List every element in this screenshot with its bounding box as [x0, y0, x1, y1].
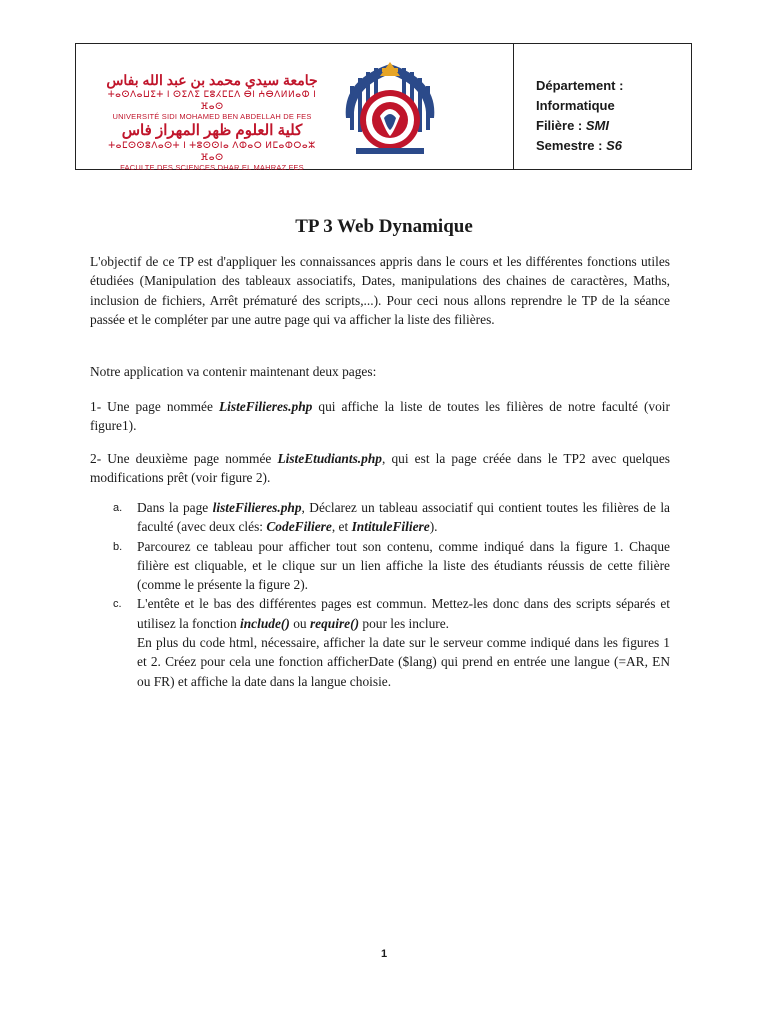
logo-tifinagh-university: ⵜⴰⵙⴷⴰⵡⵉⵜ ⵏ ⵙⵉⴷⵉ ⵎⵓⵃⵎⵎⴷ ⴱⵏ ⵄⴱⴷⵍⵍⴰⵀ ⵏ ⴼⴰⵙ [107, 89, 317, 111]
document-header [75, 43, 692, 170]
task-item-c: c. L'entête et le bas des différentes pages est commun. Mettez-les donc dans des scripts séparés et utilisez la fonction include() ou require() pour les inclure. En plus du code html, nécessaire, afficher la date sur le serveur comme indiqué dans les figures 1 et 2. Créez pour cela une fonction afficherDate ($lang) qui prend en entrée une langue (=AR, EN ou FR) et affiche la date dans la langue choisie. [137, 594, 670, 690]
university-seal-icon [336, 56, 444, 164]
logo-latin-university: UNIVERSITÉ SIDI MOHAMED BEN ABDELLAH DE FES [112, 112, 312, 121]
task-item-b: b. Parcourez ce tableau pour afficher tout son contenu, comme indiqué dans la figure 1. Chaque filière est cliquable, et le clique sur un lien affiche la liste des étudiants réussis de cette filière (comme le présente la figure 2). [113, 538, 670, 593]
task-marker: c. [113, 598, 122, 611]
department-info [536, 76, 691, 156]
logo-text [96, 72, 328, 173]
page1-paragraph: 1- Une page nommée ListeFilieres.php qui affiche la liste de toutes les filières de notre faculté (voir figure1). [90, 399, 670, 434]
page-number: 1 [380, 948, 388, 960]
page2-filename: ListeEtudiants.php [277, 451, 382, 466]
logo-latin-faculty: FACULTE DES SCIENCES DHAR EL MAHRAZ FES [120, 163, 304, 172]
task-item-a: a. Dans la page listeFilieres.php, Déclarez un tableau associatif qui contient toutes les filières de la faculté (avec deux clés: CodeFiliere, et IntituleFiliere). [113, 500, 670, 535]
logo-arabic-faculty: كلية العلوم ظهر المهراز فاس [121, 122, 303, 139]
page1-filename: ListeFilieres.php [218, 399, 313, 414]
department-line: Département : Informatique [536, 78, 624, 113]
semestre-line: Semestre : S6 [536, 138, 622, 153]
task-list [90, 498, 670, 691]
page2-paragraph: 2- Une deuxième page nommée ListeEtudiants.php, qui est la page créée dans le TP2 avec quelques modifications prêt (voir figure 2). [90, 451, 670, 486]
logo-arabic-university: جامعة سيدي محمد بن عبد الله بفاس [106, 72, 318, 88]
task-marker: b. [113, 540, 123, 553]
intro-paragraph: L'objectif de ce TP est d'appliquer les connaissances appris dans le cours et les différentes fonctions utiles étudiées (Manipulation des tableaux associatifs, Dates, manipulations des chaines de caractères, Maths, inclusion de fichiers, Arrêt prématuré des scripts,...). Pour ceci nous allons reprendre le TP de la séance passée et le compléter par une autre page qui va afficher la liste des filières. [90, 254, 670, 327]
header-divider [513, 44, 514, 169]
document-title: TP 3 Web Dynamique [295, 216, 473, 237]
task-marker: a. [113, 502, 123, 514]
faculty-logo [86, 54, 498, 172]
logo-tifinagh-faculty: ⵜⴰⵎⵙⵙⵓⴷⴰⵙⵜ ⵏ ⵜⵓⵙⵙⵏⴰ ⴷⵀⴰⵔ ⵍⵎⴰⵀⵔⴰⵣ ⴼⴰⵙ [108, 140, 316, 162]
task-c-extra: En plus du code html, nécessaire, afficher la date sur le serveur comme indiqué dans les figures 1 et 2. Créez pour cela une fonction afficherDate ($lang) qui prend en entrée une langue (=AR, EN ou FR) et affiche la date dans la langue choisie. [137, 635, 670, 689]
filiere-line: Filière : SMI [536, 118, 609, 133]
app-pages-paragraph: Notre application va contenir maintenant deux pages: [90, 364, 377, 379]
